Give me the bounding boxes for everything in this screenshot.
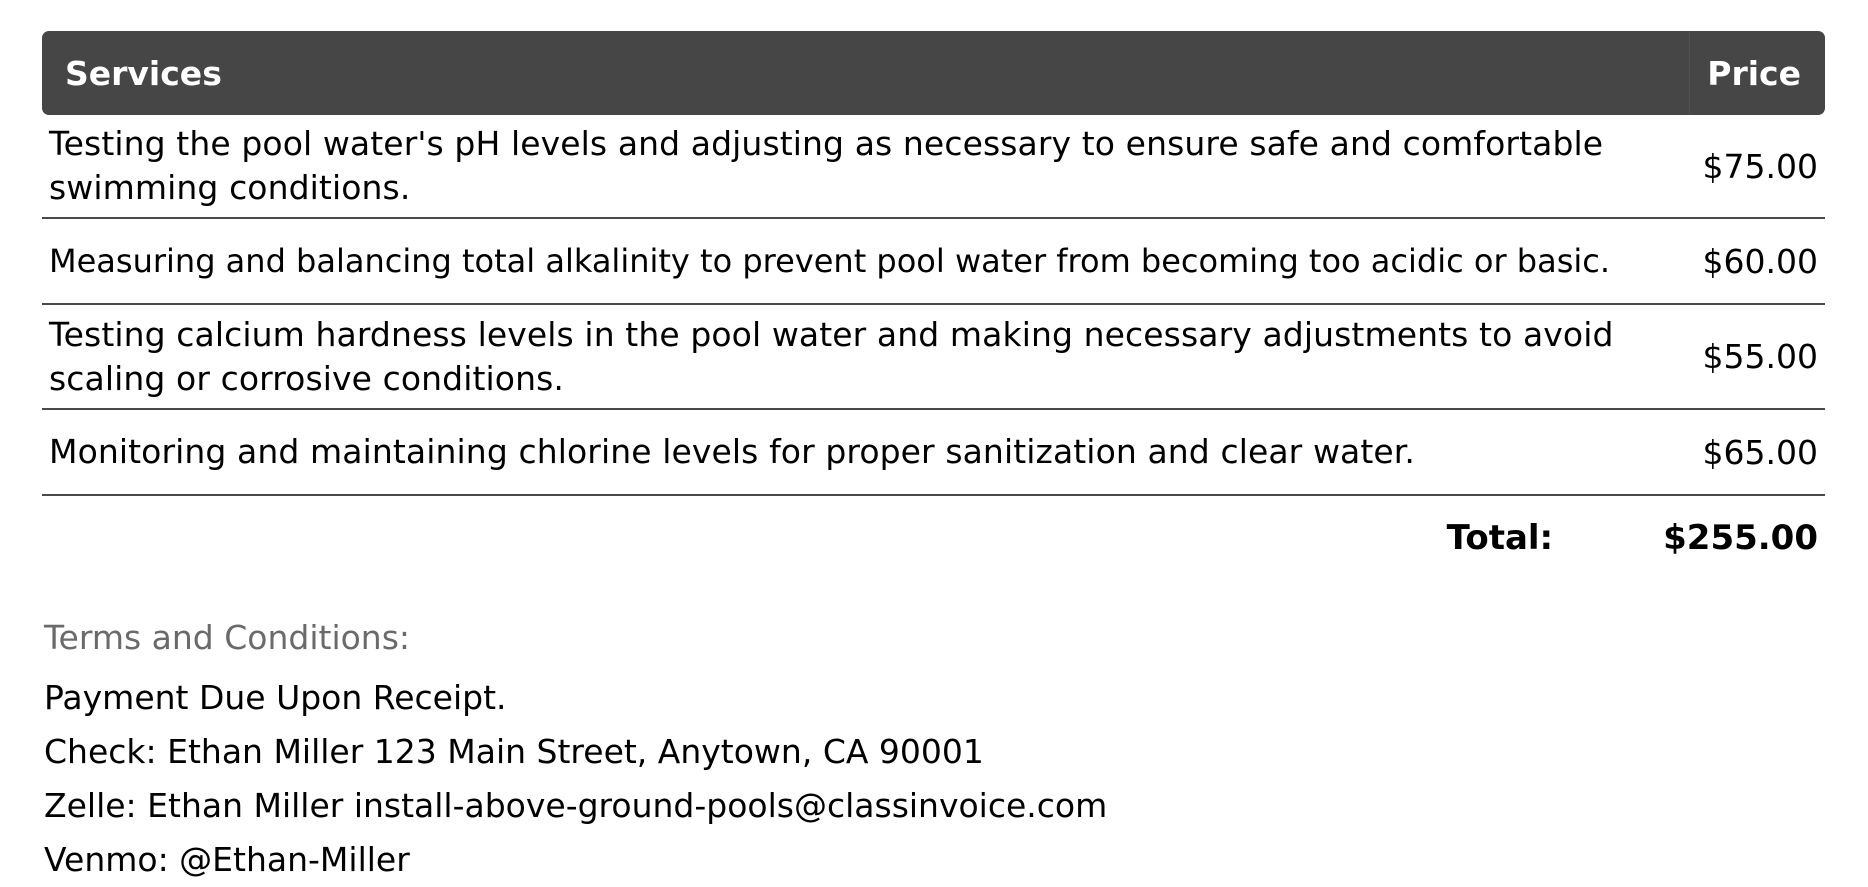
total-label: Total: xyxy=(1446,518,1554,558)
terms-heading: Terms and Conditions: xyxy=(44,618,411,657)
table-row xyxy=(42,219,1825,305)
service-description: Testing the pool water's pH levels and adjusting as necessary to ensure safe and comfortable swimming conditions. xyxy=(49,124,1604,207)
services-table xyxy=(42,31,1825,580)
table-row xyxy=(42,305,1825,410)
total-row xyxy=(42,496,1825,580)
service-description: Measuring and balancing total alkalinity to prevent pool water from becoming too acidic or basic. xyxy=(49,242,1611,280)
service-description: Testing calcium hardness levels in the pool water and making necessary adjustments to avoid scaling or corrosive conditions. xyxy=(49,314,1614,398)
header-price: Price xyxy=(1689,31,1825,115)
table-header xyxy=(42,31,1825,115)
service-price: $60.00 xyxy=(1702,241,1818,281)
service-price: $65.00 xyxy=(1702,432,1818,472)
service-price: $75.00 xyxy=(1702,146,1818,186)
table-row xyxy=(42,115,1825,219)
table-row xyxy=(42,410,1825,496)
service-price: $55.00 xyxy=(1702,337,1818,376)
total-value: $255.00 xyxy=(1663,518,1818,558)
terms-line: Payment Due Upon Receipt. xyxy=(44,678,507,717)
terms-line: Zelle: Ethan Miller install-above-ground-pools@classinvoice.com xyxy=(44,786,1108,825)
terms-section xyxy=(44,618,1107,887)
terms-line: Check: Ethan Miller 123 Main Street, Anytown, CA 90001 xyxy=(44,732,984,771)
terms-line: Venmo: @Ethan-Miller xyxy=(44,840,410,879)
header-services: Services xyxy=(65,53,222,93)
service-description: Monitoring and maintaining chlorine levels for proper sanitization and clear water. xyxy=(49,432,1416,471)
